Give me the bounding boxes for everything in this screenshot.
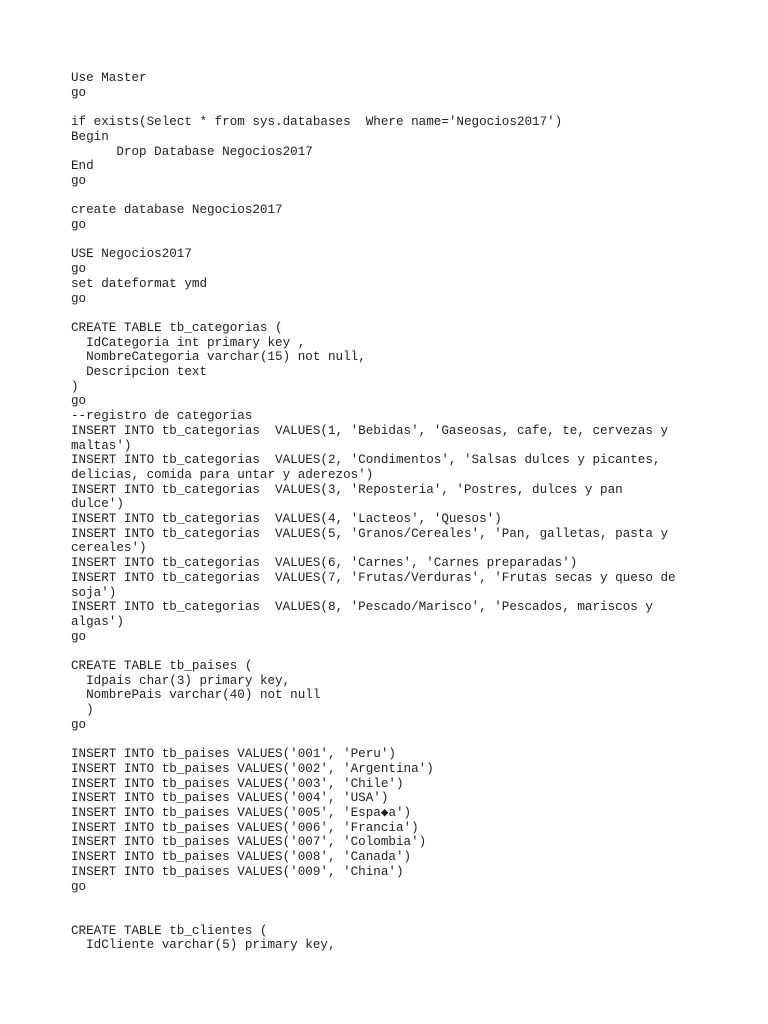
code-line: set dateformat ymd (71, 276, 208, 291)
code-line: create database Negocios2017 (71, 203, 283, 218)
code-line: go (71, 291, 87, 306)
code-line: INSERT INTO tb_paises VALUES('002', 'Argentina') (71, 761, 434, 776)
blank-line (71, 894, 677, 909)
code-line: CREATE TABLE tb_categorias ( (71, 320, 283, 335)
code-line: INSERT INTO tb_paises VALUES('006', 'Francia') (71, 820, 419, 835)
code-line: INSERT INTO tb_categorias VALUES(5, 'Granos/Cereales', 'Pan, galletas, pasta y cereales') (71, 526, 676, 556)
code-line: INSERT INTO tb_categorias VALUES(1, 'Bebidas', 'Gaseosas, cafe, te, cervezas y maltas') (71, 423, 676, 453)
code-line: CREATE TABLE tb_paises ( (71, 659, 253, 674)
code-line: NombreCategoria varchar(15) not null, (71, 350, 366, 365)
blank-line (71, 909, 677, 924)
code-line: ) (71, 379, 79, 394)
code-line: INSERT INTO tb_paises VALUES('004', 'USA') (71, 791, 389, 806)
code-line: INSERT INTO tb_categorias VALUES(8, 'Pescado/Marisco', 'Pescados, mariscos y algas') (71, 600, 661, 629)
code-line: INSERT INTO tb_paises VALUES('007', 'Colombia') (71, 835, 427, 850)
code-line: End (71, 159, 94, 174)
code-line: go (71, 394, 87, 409)
code-line: INSERT INTO tb_categorias VALUES(3, 'Reposteria', 'Postres, dulces y pan dulce') (71, 482, 631, 512)
blank-line (71, 189, 677, 204)
code-line: IdCategoria int primary key , (71, 335, 306, 350)
code-line: NombrePais varchar(40) not null (71, 688, 321, 703)
code-line: go (71, 629, 87, 644)
code-line: go (71, 218, 87, 232)
code-line: Begin (71, 129, 109, 144)
sql-code-block (71, 71, 684, 953)
code-line: CREATE TABLE tb_clientes ( (71, 923, 268, 938)
code-line: INSERT INTO tb_paises VALUES('003', 'Chile') (71, 776, 404, 791)
code-line: USE Negocios2017 (71, 247, 192, 262)
code-line: if exists(Select * from sys.databases Where name='Negocios2017') (71, 115, 563, 130)
code-line: INSERT INTO tb_paises VALUES('001', 'Peru') (71, 747, 396, 762)
code-line: IdCliente varchar(5) primary key, (71, 938, 336, 953)
code-line: go (71, 717, 87, 732)
code-line: --registro de categorias (71, 409, 253, 424)
code-line: Drop Database Negocios2017 (71, 144, 313, 159)
code-line: Idpais char(3) primary key, (71, 673, 291, 688)
code-line: INSERT INTO tb_categorias VALUES(7, 'Frutas/Verduras', 'Frutas secas y queso de soja') (71, 570, 684, 600)
blank-line (71, 233, 677, 248)
code-line: INSERT INTO tb_paises VALUES('009', 'China') (71, 864, 404, 879)
code-line: go (71, 85, 87, 100)
code-line: INSERT INTO tb_categorias VALUES(2, 'Condimentos', 'Salsas dulces y picantes, delicias, comida para untar y aderezos') (71, 453, 669, 482)
code-line: INSERT INTO tb_paises VALUES('005', 'Espa◆a') (71, 806, 412, 821)
code-line: INSERT INTO tb_categorias VALUES(6, 'Carnes', 'Carnes preparadas') (71, 556, 578, 571)
code-line: INSERT INTO tb_categorias VALUES(4, 'Lacteos', 'Quesos') (71, 512, 502, 527)
code-line: ) (71, 703, 94, 718)
code-line: go (71, 879, 87, 894)
blank-line (71, 100, 677, 115)
code-line: Use Master (71, 71, 147, 85)
blank-line (71, 644, 677, 659)
code-line: go (71, 173, 87, 188)
code-line: go (71, 262, 87, 277)
blank-line (71, 733, 677, 748)
blank-line (71, 306, 677, 321)
code-line: Descripcion text (71, 365, 208, 379)
code-line: INSERT INTO tb_paises VALUES('008', 'Canada') (71, 850, 412, 865)
